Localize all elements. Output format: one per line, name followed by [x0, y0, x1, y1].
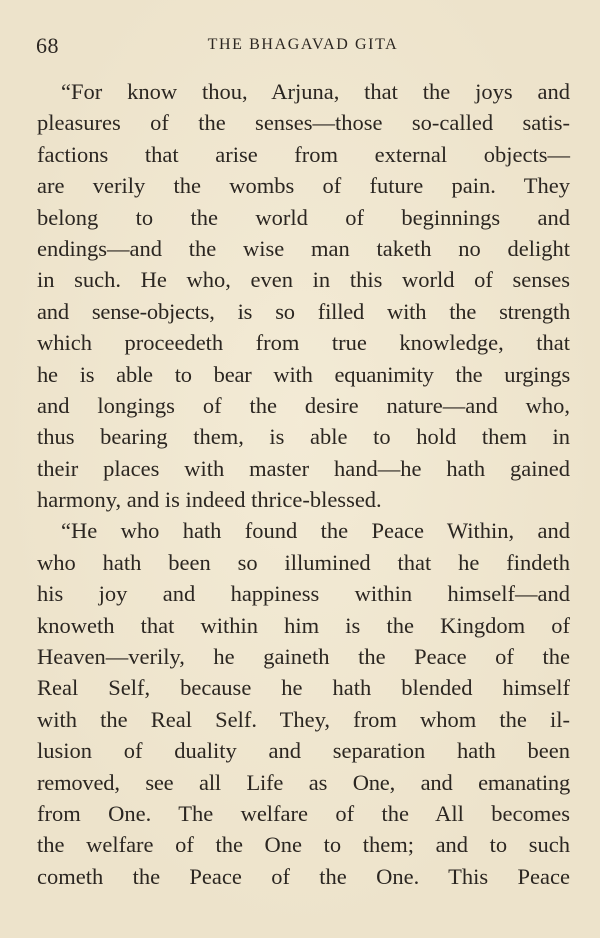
text-line: “He who hath found the Peace Within, and [61, 518, 570, 544]
text-line: which proceedeth from true knowledge, that [37, 330, 570, 356]
text-line: removed, see all Life as One, and emanating [37, 769, 570, 795]
running-head [36, 33, 570, 63]
text-line: lusion of duality and separation hath been [37, 738, 570, 764]
text-line: from One. The welfare of the All becomes [37, 800, 570, 826]
text-line: the welfare of the One to them; and to such [37, 832, 570, 858]
text-line: Heaven—verily, he gaineth the Peace of the [37, 644, 570, 670]
text-line: in such. He who, even in this world of senses [37, 267, 570, 293]
running-head-title: THE BHAGAVAD GITA [207, 36, 399, 53]
text-line: and longings of the desire nature—and who, [37, 392, 570, 418]
text-line: thus bearing them, is able to hold them in [37, 424, 570, 450]
text-line: endings—and the wise man taketh no delight [37, 235, 570, 261]
text-line: he is able to bear with equanimity the urgings [37, 361, 570, 387]
text-line: “For know thou, Arjuna, that the joys and [61, 79, 570, 104]
text-line: knoweth that within him is the Kingdom of [37, 612, 570, 638]
text-line: pleasures of the senses—those so-called satis- [37, 110, 570, 136]
text-line: belong to the world of beginnings and [37, 204, 570, 230]
text-line: their places with master hand—he hath gained [37, 455, 570, 481]
text-line: factions that arise from external objects— [37, 141, 570, 167]
page-number: 68 [36, 33, 59, 58]
text-line: with the Real Self. They, from whom the il- [37, 706, 570, 732]
text-line: harmony, and is indeed thrice-blessed. [37, 487, 382, 513]
text-line: and sense-objects, is so filled with the strength [37, 298, 570, 324]
text-line: Real Self, because he hath blended himself [37, 675, 570, 701]
body-text [37, 76, 570, 892]
text-line: his joy and happiness within himself—and [37, 581, 570, 607]
text-line: who hath been so illumined that he findeth [37, 549, 570, 575]
text-line: are verily the wombs of future pain. They [37, 173, 570, 199]
text-line: cometh the Peace of the One. This Peace [37, 863, 570, 889]
